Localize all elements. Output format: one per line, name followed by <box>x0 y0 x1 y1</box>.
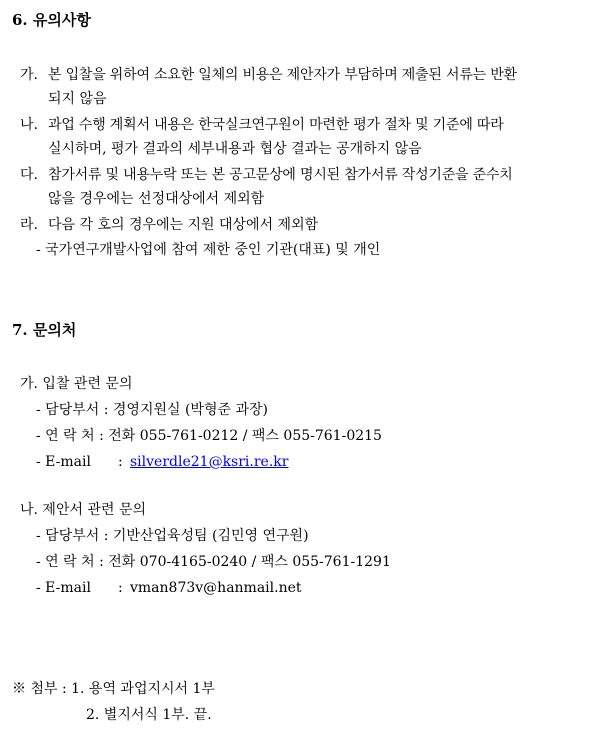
attachments-label: ※ 첨부 : 1. 용역 과업지시서 1부 <box>12 681 215 697</box>
item-da-text: 참가서류 및 내용누락 또는 본 공고문상에 명시된 참가서류 작성기준을 준수치 <box>48 167 513 183</box>
inquiry-a-email-colon: : <box>118 454 123 470</box>
item-da-marker: 다. <box>20 167 38 183</box>
section6-title: 6. 유의사항 <box>12 11 91 29</box>
item-ga-cont: 되지 않음 <box>48 91 107 107</box>
item-ga-marker: 가. <box>20 67 38 83</box>
inquiry-b-contact: - 연 락 처 : 전화 070-4165-0240 / 팩스 055-761-1291 <box>36 554 391 570</box>
item-ra-marker: 라. <box>20 217 38 233</box>
inquiry-b-email-colon: : <box>118 580 123 596</box>
attachments-second: 2. 별지서식 1부. 끝. <box>86 707 212 723</box>
item-da-cont: 않을 경우에는 선정대상에서 제외함 <box>48 191 265 207</box>
inquiry-a-contact: - 연 락 처 : 전화 055-761-0212 / 팩스 055-761-0215 <box>36 428 382 444</box>
inquiry-b-email-label: - E-mail <box>36 580 91 596</box>
inquiry-b-email: vman873v@hanmail.net <box>130 580 302 596</box>
inquiry-a-dept: - 담당부서 : 경영지원실 (박형준 과장) <box>36 402 268 418</box>
inquiry-a-email-label: - E-mail <box>36 454 91 470</box>
inquiry-b-title: 나. 제안서 관련 문의 <box>20 502 146 518</box>
item-na-cont: 실시하며, 평가 결과의 세부내용과 협상 결과는 공개하지 않음 <box>48 141 422 157</box>
item-ga-text: 본 입찰을 위하여 소요한 일체의 비용은 제안자가 부담하며 제출된 서류는 반환 <box>48 67 517 83</box>
item-na-text: 과업 수행 계획서 내용은 한국실크연구원이 마련한 평가 절차 및 기준에 따라 <box>48 117 504 133</box>
inquiry-a-title: 가. 입찰 관련 문의 <box>20 376 133 392</box>
item-ra-sub: - 국가연구개발사업에 참여 제한 중인 기관(대표) 및 개인 <box>36 242 381 258</box>
inquiry-a-email-link[interactable]: silverdle21@ksri.re.kr <box>130 454 289 470</box>
item-ra-text: 다음 각 호의 경우에는 지원 대상에서 제외함 <box>48 217 319 233</box>
section7-title: 7. 문의처 <box>12 321 77 339</box>
inquiry-b-dept: - 담당부서 : 기반산업육성팀 (김민영 연구원) <box>36 528 309 544</box>
item-na-marker: 나. <box>20 117 38 133</box>
